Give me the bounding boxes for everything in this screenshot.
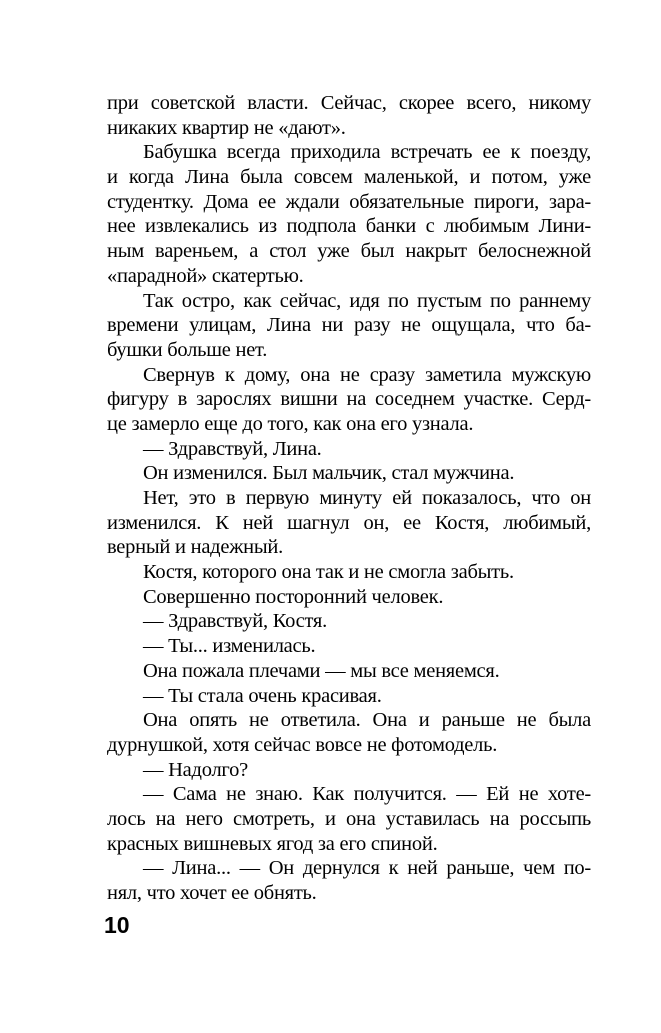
text-line: — Надолго? — [143, 758, 248, 781]
text-line: — Ты... изменилась. — [143, 635, 316, 658]
text-line: верный и надежный. — [107, 536, 283, 559]
text-line: — Здравствуй, Костя. — [143, 610, 327, 633]
text-line: бушки больше нет. — [107, 338, 268, 361]
text-line: никаких квартир не «дают». — [107, 116, 346, 139]
text-line: Он изменился. Был мальчик, стал мужчина. — [143, 462, 515, 485]
text-line: — Ты стала очень красивая. — [143, 684, 382, 707]
text-line: — Сама не знаю. Как получится. — Ей не хоте- — [143, 783, 591, 806]
text-line: студентку. Дома ее ждали обязательные пироги, зара- — [107, 190, 591, 213]
text-line: нял, что хочет ее обнять. — [107, 882, 317, 904]
text-line: — Лина... — Он дернулся к ней раньше, чем по- — [143, 857, 591, 880]
text-line: це замерло еще до того, как она его узнала. — [107, 412, 474, 435]
text-line: Совершенно посторонний человек. — [143, 585, 444, 608]
text-line: Нет, это в первую минуту ей показалось, что он — [143, 487, 591, 509]
text-line: при советской власти. Сейчас, скорее всего, никому — [107, 92, 591, 114]
text-line: нее извлекались из подпола банки с любимым Лини- — [107, 215, 591, 238]
text-line: Она пожала плечами — мы все меняемся. — [143, 659, 500, 682]
text-line: времени улицам, Лина ни разу не ощущала, что ба- — [107, 314, 591, 337]
body-text — [107, 91, 591, 906]
text-line: красных вишневых ягод за его спиной. — [107, 832, 438, 855]
text-line: Так остро, как сейчас, идя по пустым по раннему — [143, 289, 591, 312]
text-line: Костя, которого она так и не смогла забыть. — [143, 561, 514, 584]
text-line: лось на него смотреть, и она уставилась на россыпь — [107, 807, 591, 830]
text-line: фигуру в зарослях вишни на соседнем участке. Серд- — [107, 388, 591, 411]
text-line: ным вареньем, а стол уже был накрыт белоснежной — [107, 240, 591, 263]
text-line: — Здравствуй, Лина. — [143, 437, 322, 460]
text-line: и когда Лина была совсем маленькой, и потом, уже — [107, 166, 591, 189]
text-line: Бабушка всегда приходила встречать ее к поезду, — [143, 141, 591, 164]
text-line: дурнушкой, хотя сейчас вовсе не фотомодель. — [107, 733, 498, 756]
text-line: «парадной» скатертью. — [107, 264, 304, 287]
page-number: 10 — [104, 912, 130, 938]
text-line: Свернув к дому, она не сразу заметила мужскую — [143, 363, 591, 386]
text-line: изменился. К ней шагнул он, ее Костя, любимый, — [107, 511, 591, 534]
text-line: Она опять не ответила. Она и раньше не была — [143, 709, 591, 732]
